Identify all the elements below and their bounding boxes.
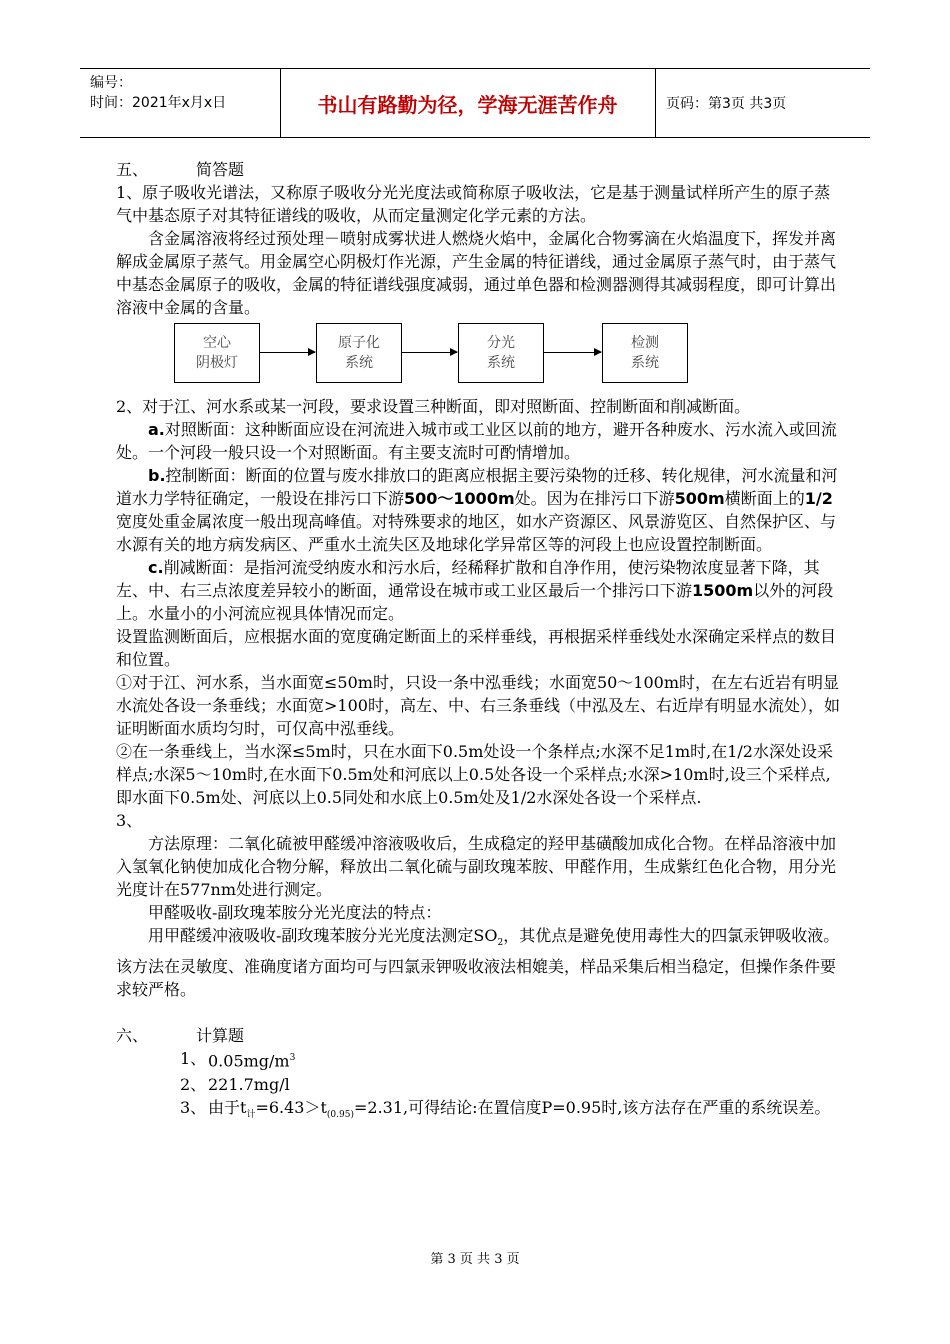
- calc-3-sub-ji: 计: [246, 1109, 256, 1120]
- q2-rule-2: ②在一条垂线上，当水深≤5m时，只在水面下0.5m处设一个条样点;水深不足1m时,在1/2水深处设采样点;水深5～10m时,在水面下0.5m处和河底以上0.5处各设一个采样点;水深>10m时,设三个采样点,即水面下0.5m处、河底以上0.5同处和水底上0.5m处及1/2水深处各设一个采样点.: [116, 742, 833, 807]
- calc-item: [180, 1073, 842, 1096]
- calc-item-number: 2、: [180, 1074, 207, 1094]
- header-page-label: 页码：第3页 共3页: [666, 96, 787, 112]
- q2-intro: 2、对于江、河水系或某一河段，要求设置三种断面，即对照断面、控制断面和削减断面。: [116, 397, 751, 416]
- page-footer: 第 3 页 共 3 页: [430, 1252, 520, 1267]
- q3-number: 3、: [116, 811, 143, 830]
- q2-b-tag: b.: [148, 466, 166, 485]
- q2-section-c: [116, 556, 842, 625]
- q3-feature-a: 用甲醛缓冲液吸收-副玫瑰苯胺分光光度法测定SO: [148, 926, 498, 945]
- q2-b-text1: 控制断面：断面的位置与废水排放口的距离应根据主要污染物的迁移、转化规律，河水流量和河道水力学特征确定，一般设在排污口下游: [116, 466, 838, 508]
- document-body: [116, 158, 842, 1127]
- flow-box-lamp-line2: 阴极灯: [196, 355, 238, 371]
- section-6-heading: [116, 1024, 842, 1047]
- header-motto: 书山有路勤为径，学海无涯苦作舟: [317, 92, 618, 117]
- flow-box-atomizer-line2: 系统: [345, 355, 373, 371]
- q2-rule-1: ①对于江、河水系，当水面宽≤50m时，只设一条中泓垂线；水面宽50～100m时，在左右近岩有明显水流处各设一条垂线；水面宽>100时，高左、中、右三条垂线（中泓及左、右近岸有明显水流处），如证明断面水质均匀时，可仅高中泓垂线。: [116, 673, 840, 738]
- flow-box-lamp: [174, 323, 260, 383]
- q2-a-text: 对照断面：这种断面应设在河流进入城市或工业区以前的地方，避开各种废水、污水流入或回流处。一个河段一般只设一个对照断面。有主要支流时可酌情增加。: [116, 420, 837, 462]
- q3-feature-b: ，其优点是避免使用毒性大的四氯汞钾吸收液。该方法在灵敏度、准确度诸方面均可与四氯汞钾吸收液法相媲美，样品采集后相当稳定，但操作条件要求较严格。: [116, 926, 840, 1000]
- section-6-number: 六、: [116, 1026, 149, 1046]
- calc-3-part-a: 由于t: [208, 1097, 247, 1117]
- header-meta: [90, 73, 226, 113]
- calc-item-number: 1、: [180, 1049, 207, 1069]
- q2-b-text2: 处。因为在排污口下游: [514, 489, 675, 508]
- flow-box-lamp-line1: 空心: [203, 335, 231, 351]
- q1-paragraph-2: 含金属溶液将经过预处理－喷射成雾状进人燃烧火焰中，金属化合物雾滴在火焰温度下，挥发并离解成金属原子蒸气。用金属空心阴极灯作光源，产生金属的特征谱线，通过金属原子蒸气时，由于蒸气中基态金属原子的吸收，金属的特征谱线强度减弱，通过单色器和检测器测得其减弱程度，即可计算出溶液中金属的含量。: [116, 229, 837, 317]
- flow-box-monochromator-line1: 分光: [487, 335, 515, 351]
- q2-b-500m: 500m: [674, 489, 725, 508]
- header-divider: [655, 69, 656, 137]
- flow-box-atomizer-line1: 原子化: [338, 335, 380, 351]
- calc-3-sub-095: (0.95): [326, 1109, 354, 1120]
- flow-arrow: [401, 352, 457, 353]
- calc-item: [180, 1047, 842, 1072]
- flow-arrow: [543, 352, 601, 353]
- calc-answers: [116, 1047, 842, 1127]
- flow-box-detector-line2: 系统: [631, 355, 659, 371]
- flow-box-atomizer: [316, 323, 402, 383]
- q2-a-tag: a.: [148, 420, 165, 439]
- q2-setup-paragraph: 设置监测断面后，应根据水面的宽度确定断面上的采样垂线，再根据采样垂线处水深确定采样点的数目和位置。: [116, 627, 837, 669]
- q2-b-text3: 横断面上的: [724, 489, 805, 508]
- flow-arrow: [259, 352, 315, 353]
- section-5-heading: [116, 158, 842, 181]
- calc-item-number: 3、: [180, 1097, 207, 1117]
- section-6-title: 计算题: [196, 1026, 245, 1046]
- header-time-label: 时间：2021年x月x日: [90, 95, 227, 111]
- page-header: [80, 68, 870, 138]
- header-number-label: 编号：: [90, 75, 132, 91]
- q2-section-a: [116, 418, 842, 464]
- q2-b-text4: 宽度处重金属浓度一般出现高峰值。对特殊要求的地区，如水产资源区、风景游览区、自然保护区、与水源有关的地方病发病区、严重水土流失区及地球化学异常区等的河段上也应设置控制断面。: [116, 512, 837, 554]
- flow-box-monochromator: [458, 323, 544, 383]
- aas-flow-diagram: [116, 323, 842, 389]
- q2-b-half: 1/2: [804, 489, 833, 508]
- q3-feature-title: 甲醛吸收-副玫瑰苯胺分光光度法的特点：: [148, 903, 442, 922]
- flow-box-monochromator-line2: 系统: [487, 355, 515, 371]
- flow-box-detector: [602, 323, 688, 383]
- q2-c-tag: c.: [148, 558, 164, 577]
- q2-c-distance: 1500m: [692, 581, 754, 600]
- q2-c-text1: 削减断面：是指河流受纳废水和污水后，经稀释扩散和自净作用，使污染物浓度显著下降，其左、中、右三点浓度差异较小的断面，通常设在城市或工业区最后一个排污口下游: [116, 558, 820, 600]
- spacer: [116, 1001, 842, 1024]
- q3-feature-text: [116, 924, 842, 1001]
- q3-feature-sub: 2: [497, 938, 504, 949]
- calc-1-sup: 3: [289, 1053, 296, 1064]
- flow-box-detector-line1: 检测: [631, 335, 659, 351]
- calc-item-text: [208, 1096, 830, 1127]
- calc-item-text: [208, 1047, 295, 1072]
- q2-section-b: [116, 464, 842, 556]
- calc-2-value: 221.7mg/l: [208, 1074, 290, 1094]
- calc-item: [180, 1096, 842, 1127]
- q2-c-text2: 以外的河段上。水量小的小河流应视具体情况而定。: [116, 581, 834, 623]
- calc-3-part-c: =2.31,可得结论:在置信度P=0.95时,该方法存在严重的系统误差。: [353, 1097, 831, 1117]
- section-5-number: 五、: [116, 160, 149, 179]
- q3-principle: 方法原理：二氧化硫被甲醛缓冲溶液吸收后，生成稳定的羟甲基磺酸加成化合物。在样品溶液中加入氢氧化钠使加成化合物分解，释放出二氧化硫与副玫瑰苯胺、甲醛作用，生成紫红色化合物，用分光光度计在577nm处进行测定。: [116, 834, 837, 899]
- q1-paragraph-1: 1、原子吸收光谱法，又称原子吸收分光光度法或简称原子吸收法，它是基于测量试样所产生的原子蒸气中基态原子对其特征谱线的吸收，从而定量测定化学元素的方法。: [116, 183, 831, 225]
- section-5-title: 简答题: [196, 160, 245, 179]
- calc-1-value: 0.05mg/m: [208, 1051, 290, 1071]
- calc-3-part-b: =6.43＞t: [255, 1097, 327, 1117]
- q2-b-distance: 500～1000m: [404, 489, 515, 508]
